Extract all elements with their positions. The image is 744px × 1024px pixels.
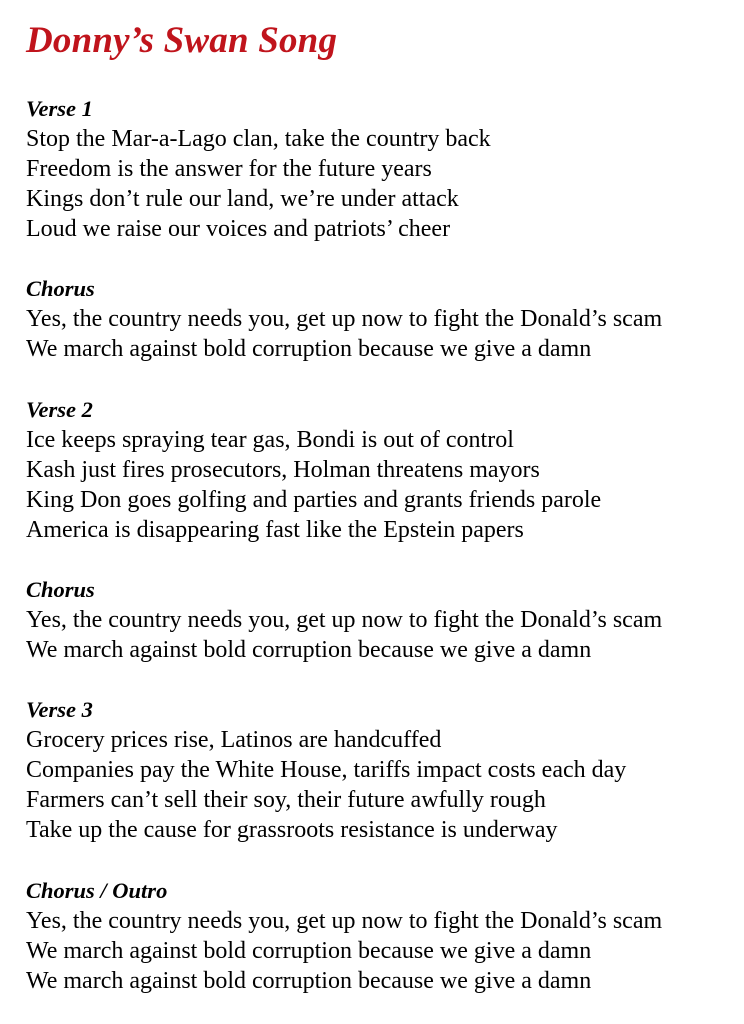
section-spacer (26, 665, 738, 695)
lyrics-section (26, 274, 738, 364)
lyrics-section (26, 395, 738, 545)
section-heading: Chorus (26, 276, 95, 302)
lyric-line: Yes, the country needs you, get up now to fight the Donald’s scam (26, 606, 663, 633)
section-heading: Verse 2 (26, 396, 93, 422)
lyrics-section (26, 575, 738, 665)
lyrics-section (26, 695, 738, 845)
section-spacer (26, 64, 738, 94)
lyric-line: America is disappearing fast like the Epstein papers (26, 516, 524, 543)
lyric-line: King Don goes golfing and parties and grants friends parole (26, 486, 602, 513)
section-heading: Verse 3 (26, 697, 93, 723)
lyrics-section (26, 94, 738, 244)
lyric-line: Freedom is the answer for the future years (26, 156, 432, 183)
section-spacer (26, 365, 738, 395)
lyric-line: We march against bold corruption because we give a damn (26, 937, 592, 964)
lyric-line: Take up the cause for grassroots resistance is underway (26, 817, 558, 844)
lyric-line: Companies pay the White House, tariffs impact costs each day (26, 757, 627, 784)
lyrics-section (26, 876, 738, 996)
section-heading: Chorus / Outro (26, 877, 168, 903)
lyric-line: We march against bold corruption because we give a damn (26, 336, 592, 363)
section-heading: Chorus (26, 576, 95, 602)
lyric-line: Ice keeps spraying tear gas, Bondi is out of control (26, 426, 514, 453)
lyric-line: Grocery prices rise, Latinos are handcuffed (26, 727, 442, 754)
lyric-line: Stop the Mar-a-Lago clan, take the country back (26, 126, 491, 152)
section-heading: Verse 1 (26, 96, 93, 121)
lyric-line: Kings don’t rule our land, we’re under attack (26, 186, 459, 213)
lyric-line: We march against bold corruption because we give a damn (26, 637, 592, 664)
section-spacer (26, 244, 738, 274)
lyric-line: Loud we raise our voices and patriots’ cheer (26, 216, 451, 243)
section-spacer (26, 545, 738, 575)
lyrics-sections (26, 64, 738, 996)
lyric-line: Kash just fires prosecutors, Holman threatens mayors (26, 456, 540, 483)
lyric-line: Yes, the country needs you, get up now to fight the Donald’s scam (26, 907, 663, 934)
section-spacer (26, 846, 738, 876)
song-title: Donny’s Swan Song (26, 20, 338, 61)
lyric-line: We march against bold corruption because we give a damn (26, 967, 592, 994)
lyric-line: Farmers can’t sell their soy, their future awfully rough (26, 787, 546, 814)
lyric-line: Yes, the country needs you, get up now to fight the Donald’s scam (26, 306, 663, 333)
lyrics-document (26, 18, 738, 996)
